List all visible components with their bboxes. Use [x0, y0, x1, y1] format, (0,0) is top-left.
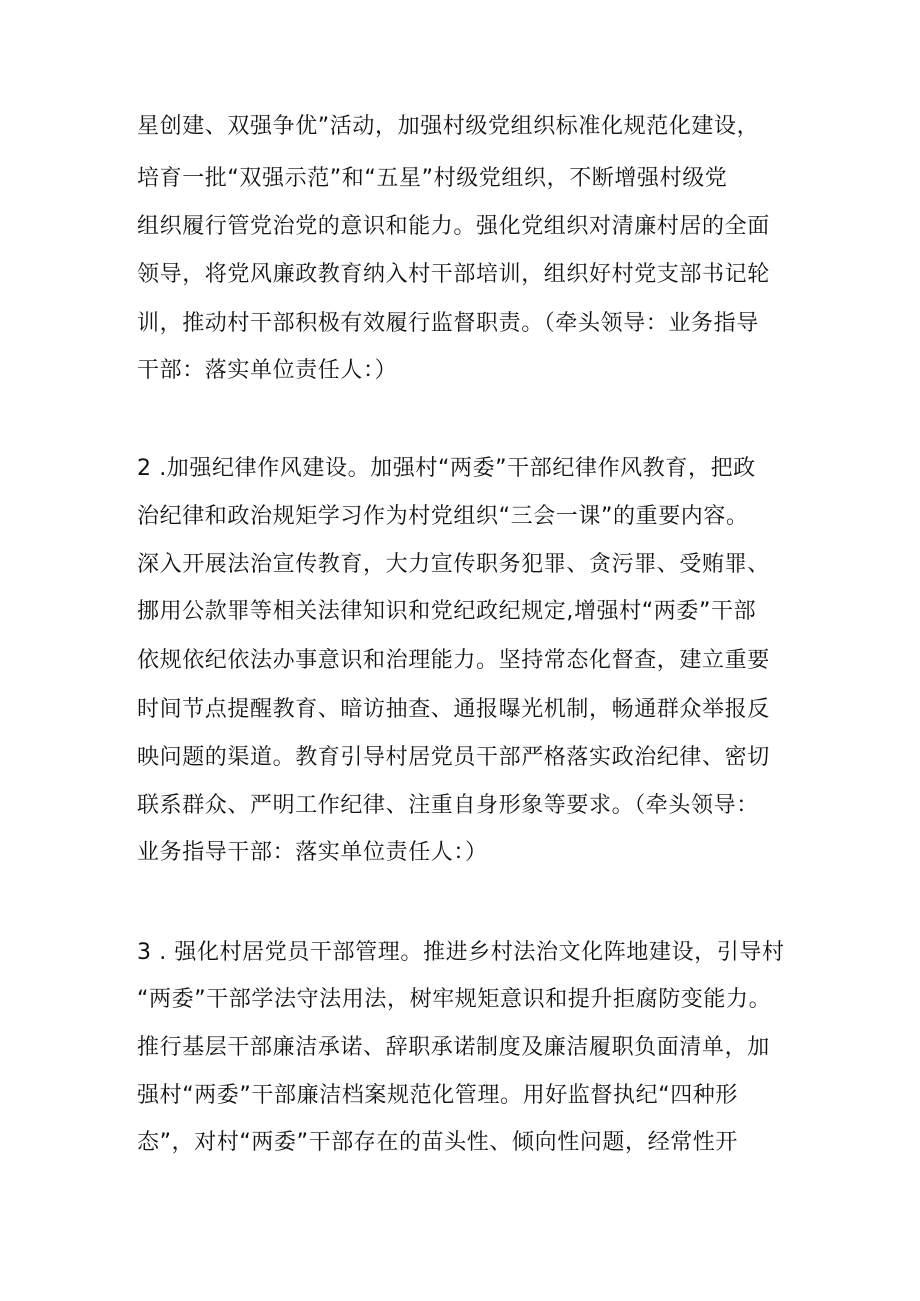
text-line: 依规依纪依法办事意识和治理能力。坚持常态化督查，建立重要: [137, 648, 770, 673]
text-line: 联系群众、严明工作纪律、注重自身形象等要求。（牵头领导：: [137, 793, 759, 818]
text-line: 组织履行管党治党的意识和能力。强化党组织对清廉村居的全面: [137, 214, 770, 239]
text-line: 训，推动村干部积极有效履行监督职责。（牵头领导：业务指导: [137, 311, 759, 336]
text-line: 治纪律和政治规矩学习作为村党组织“三会一课”的重要内容。: [137, 504, 749, 529]
text-line: 业务指导干部：落实单位责任人：）: [137, 840, 488, 865]
text-line: 强村“两委”干部廉洁档案规范化管理。用好监督执纪“四种形: [137, 1083, 738, 1108]
text-line: 2 .加强纪律作风建设。加强村“两委”干部纪律作风教育，把政: [137, 456, 756, 481]
text-line: 干部：落实单位责任人：）: [137, 358, 398, 383]
text-line: 3 . 强化村居党员干部管理。推进乡村法治文化阵地建设，引导村: [137, 940, 785, 965]
text-line: “两委”干部学法守法用法，树牢规矩意识和提升拒腐防变能力。: [137, 987, 772, 1012]
text-line: 时间节点提醒教育、暗访抽查、通报曝光机制，畅通群众举报反: [137, 697, 770, 722]
text-line: 培育一批“双强示范”和“五星”村级党组织，不断增强村级党: [137, 166, 728, 191]
text-line: 领导，将党风廉政教育纳入村干部培训，组织好村党支部书记轮: [137, 262, 770, 287]
text-line: 挪用公款罪等相关法律知识和党纪政纪规定,增强村“两委”干部: [137, 599, 757, 624]
text-line: 星创建、双强争优”活动，加强村级党组织标准化规范化建设，: [137, 114, 760, 139]
text-line: 态”，对村“两委”干部存在的苗头性、倾向性问题，经常性开: [137, 1130, 738, 1155]
text-line: 映问题的渠道。教育引导村居党员干部严格落实政治纪律、密切: [137, 745, 770, 770]
text-line: 深入开展法治宣传教育，大力宣传职务犯罪、贪污罪、受贿罪、: [137, 552, 770, 577]
text-line: 推行基层干部廉洁承诺、辞职承诺制度及廉洁履职负面清单，加: [137, 1035, 770, 1060]
